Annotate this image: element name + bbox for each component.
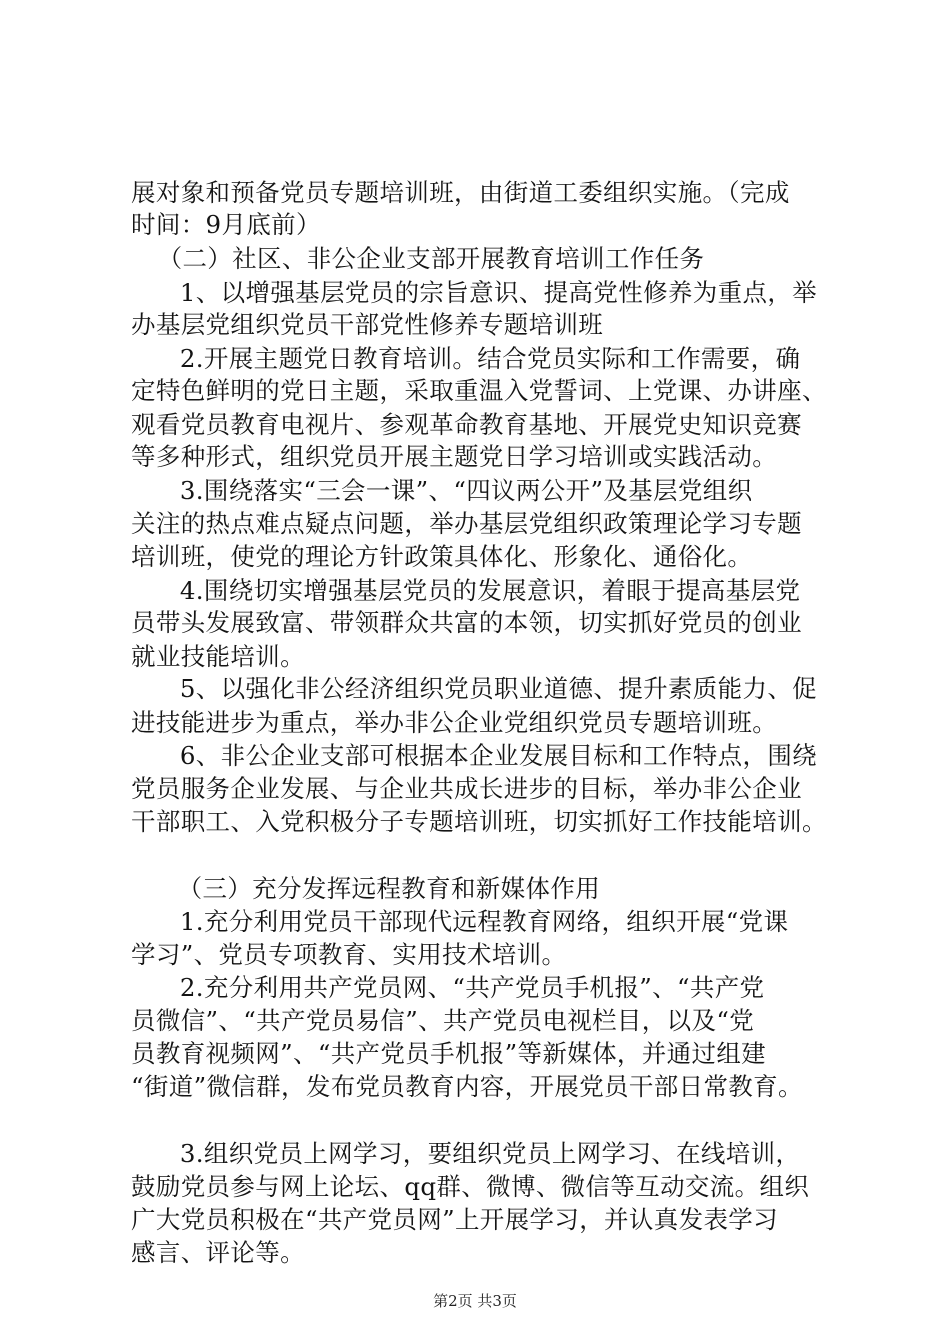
text-line: 员教育视频网”、“共产党员手机报”等新媒体，并通过组建 bbox=[131, 1039, 767, 1068]
section-heading-2: （二）社区、非公企业支部开展教育培训工作任务 bbox=[145, 244, 705, 273]
text-line: 就业技能培训。 bbox=[131, 642, 305, 671]
text-line: 培训班，使党的理论方针政策具体化、形象化、通俗化。 bbox=[131, 542, 753, 571]
text-line: 员带头发展致富、带领群众共富的本领，切实抓好党员的创业 bbox=[131, 608, 802, 637]
text-line: 员微信”、“共产党员易信”、共产党员电视栏目，以及“党 bbox=[131, 1006, 755, 1035]
text-line: 干部职工、入党积极分子专题培训班，切实抓好工作技能培训。 bbox=[131, 807, 827, 836]
text-line: 时间：9月底前） bbox=[131, 210, 321, 239]
text-line: 学习”、党员专项教育、实用技术培训。 bbox=[131, 940, 567, 969]
text-line: 4.围绕切实增强基层党员的发展意识，着眼于提高基层党 bbox=[155, 576, 801, 605]
text-line: 展对象和预备党员专题培训班，由街道工委组织实施。（完成 bbox=[131, 178, 790, 207]
text-line: 2.充分利用共产党员网、“共产党员手机报”、“共产党 bbox=[155, 973, 765, 1002]
text-line: 进技能进步为重点，举办非公企业党组织党员专题培训班。 bbox=[131, 708, 778, 737]
text-line: 等多种形式，组织党员开展主题党日学习培训或实践活动。 bbox=[131, 442, 778, 471]
text-line: 1.充分利用党员干部现代远程教育网络，组织开展“党课 bbox=[155, 907, 789, 936]
text-line: 6、非公企业支部可根据本企业发展目标和工作特点，围绕 bbox=[155, 741, 818, 770]
section-heading-3: （三）充分发挥远程教育和新媒体作用 bbox=[165, 874, 601, 903]
text-line: 2.开展主题党日教育培训。结合党员实际和工作需要，确 bbox=[155, 344, 801, 373]
text-line: 定特色鲜明的党日主题，采取重温入党誓词、上党课、办讲座、 bbox=[131, 376, 827, 405]
text-line: 感言、评论等。 bbox=[131, 1238, 305, 1267]
text-line: 观看党员教育电视片、参观革命教育基地、开展党史知识竞赛 bbox=[131, 410, 802, 439]
text-line: 鼓励党员参与网上论坛、qq群、微博、微信等互动交流。组织 bbox=[131, 1172, 810, 1201]
text-line: 广大党员积极在“共产党员网”上开展学习，并认真发表学习 bbox=[131, 1205, 778, 1234]
text-line: 3.围绕落实“三会一课”、“四议两公开”及基层党组织 bbox=[155, 476, 753, 505]
text-line: 5、以强化非公经济组织党员职业道德、提升素质能力、促 bbox=[155, 674, 818, 703]
text-line: 党员服务企业发展、与企业共成长进步的目标，举办非公企业 bbox=[131, 774, 802, 803]
text-line: “街道”微信群，发布党员教育内容，开展党员干部日常教育。 bbox=[131, 1072, 803, 1101]
page-footer: 第2页 共3页 bbox=[433, 1292, 517, 1310]
text-line: 3.组织党员上网学习，要组织党员上网学习、在线培训， bbox=[155, 1139, 801, 1168]
text-line: 办基层党组织党员干部党性修养专题培训班 bbox=[131, 310, 604, 339]
text-line: 关注的热点难点疑点问题，举办基层党组织政策理论学习专题 bbox=[131, 509, 802, 538]
text-line: 1、以增强基层党员的宗旨意识、提高党性修养为重点，举 bbox=[155, 278, 818, 307]
